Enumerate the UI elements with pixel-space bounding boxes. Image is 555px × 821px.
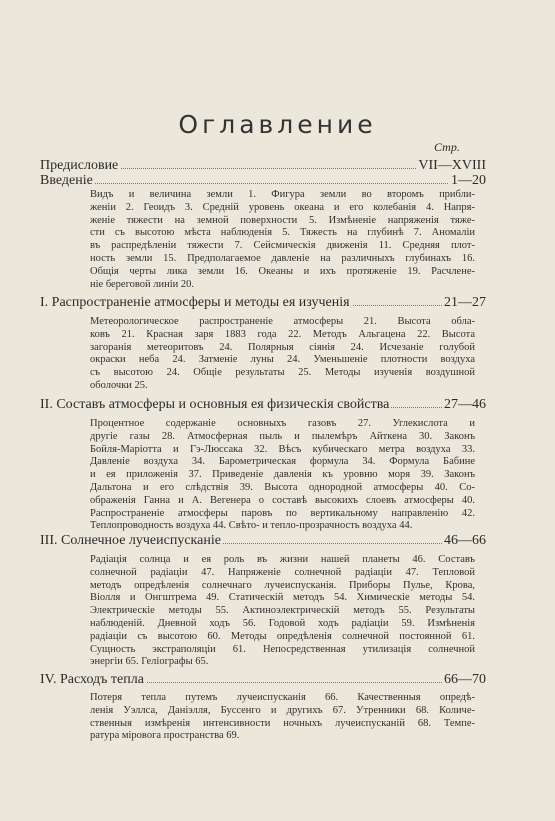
description-line: наблюденій. Дневной ходъ 56. Годовой ходъ радіаціи 59. Измѣненія	[90, 617, 475, 629]
description-line: Общія черты лика земли 16. Океаны и ихъ протяженіе 19. Расчлене-	[90, 265, 475, 277]
description-line: женіе тяжести на земной поверхности 5. Измѣненіе напряженія тяже-	[90, 214, 475, 226]
description-line: ленія Уэллса, Даніэлля, Буссенго и другихъ 67. Утренники 68. Количе-	[90, 704, 475, 716]
toc-description-chapter-4	[90, 692, 475, 743]
description-line: ображенія Ганна и А. Вегенера о составѣ высокихъ слоевъ атмосферы 40.	[90, 494, 475, 506]
toc-entry-label: III. Солнечное лучеиспусканіе	[40, 533, 221, 548]
toc-description-introduction	[90, 189, 475, 291]
toc-entry-pages: 1—20	[451, 173, 486, 188]
description-line: Бойля-Маріотта и Гэ-Люссака 32. Вѣсъ кубическаго метра воздуха 33.	[90, 443, 475, 455]
description-line: Теплопроводность воздуха 44. Свѣто- и тепло-прозрачность воздуха 44.	[90, 520, 413, 532]
description-line: Процентное содержаніе основныхъ газовъ 27. Углекислота и	[90, 418, 475, 429]
description-line: солнечной радіаціи 47. Напряженіе солнечной радіаціи 47. Тепловой	[90, 566, 475, 578]
description-line: Метеорологическое распространеніе атмосферы 21. Высота обла-	[90, 316, 475, 327]
description-line: Распространеніе атмосферы паровъ по вертикальному направленію 42.	[90, 507, 475, 519]
description-line: Сущность экстраполяціи 61. Непосредственная утилизація солнечной	[90, 643, 475, 655]
description-line: загоранія метеоритовъ 24. Полярныя сіянія 24. Исчезаніе голубой	[90, 341, 475, 353]
description-line: ніе береговой линіи 20.	[90, 278, 195, 290]
description-line: ственныя измѣренія интенсивности ночныхъ лучеиспусканій 68. Темпе-	[90, 717, 475, 729]
description-line: и ея приложенія 37. Приведеніе давленія къ уровню моря 39. Законъ	[90, 469, 475, 481]
toc-entry-pages: 21—27	[444, 295, 486, 310]
toc-description-chapter-3	[90, 554, 475, 669]
toc-entry-label: II. Составъ атмосферы и основныя ея физическія свойства	[40, 397, 390, 412]
description-line: Віолля и Онгштрема 49. Статическій методъ 54. Химическіе методы 54.	[90, 592, 475, 604]
leader-dots	[40, 183, 486, 184]
description-line: въ распредѣленіи тяжести 7. Сейсмическія движенія 11. Средняя плот-	[90, 240, 475, 252]
toc-entry-pages: 27—46	[444, 397, 486, 412]
toc-entry-label: I. Распространеніе атмосферы и методы ея изученія	[40, 295, 350, 310]
toc-entry-pages: 66—70	[444, 672, 486, 687]
description-line: сти съ высотою мѣста наблюденія 5. Тяжесть на глубинѣ 7. Аномаліи	[90, 227, 475, 239]
description-line: Радіація солнца и ея роль въ жизни нашей планеты 46. Составъ	[90, 554, 475, 565]
toc-entry-label: IV. Расходъ тепла	[40, 672, 144, 687]
description-line: женіи 2. Геоидъ 3. Средній уровень океана и его колебанія 4. Напря-	[90, 201, 475, 213]
description-line: ковъ 21. Красная заря 1883 года 22. Методъ Альгацена 22. Высота	[90, 328, 475, 340]
description-line: энергіи 65. Геліографы 65.	[90, 656, 209, 668]
description-line: ность земли 15. Предполагаемое давленіе на различныхъ глубинахъ 16.	[90, 252, 475, 264]
description-line: окраски неба 24. Затменіе луны 24. Уменьшеніе плотности воздуха	[90, 354, 475, 366]
description-line: Давленіе воздуха 34. Барометрическая формула 34. Формула Бабине	[90, 456, 475, 468]
description-line: Дальтона и его слѣдствія 39. Высота однородной атмосферы 40. Со-	[90, 481, 475, 493]
toc-description-chapter-1	[90, 316, 475, 393]
pages-column-header: Стр.	[434, 140, 460, 154]
description-line: другіе газы 28. Атмосферная пыль и пылемѣръ Айткена 30. Законъ	[90, 430, 475, 442]
toc-entry-pages: VII—XVIII	[418, 158, 486, 173]
description-line: съ высотою 24. Общіе результаты 25. Методы изученія воздушной	[90, 367, 475, 379]
toc-description-chapter-2	[90, 418, 475, 533]
description-line: Видъ и величина земли 1. Фигура земли во второмъ прибли-	[90, 189, 475, 200]
description-line: методъ опредѣленія солнечнаго лучеиспусканія. Приборы Пулье, Крова,	[90, 579, 475, 591]
toc-entry-pages: 46—66	[444, 533, 486, 548]
toc-entry-label: Введеніе	[40, 173, 93, 188]
description-line: радіаціи съ высотою 60. Методы опредѣленія солнечной постоянной 61.	[90, 630, 475, 642]
description-line: ратура міровога пространства 69.	[90, 730, 240, 742]
description-line: оболочки 25.	[90, 379, 148, 391]
description-line: Потеря тепла путемъ лучеиспусканія 66. Качественныя опредѣ-	[90, 692, 475, 703]
description-line: Электрическіе методы 55. Актиноэлектрическій методъ 55. Результаты	[90, 605, 475, 617]
page-title: Оглавление	[178, 110, 377, 139]
toc-entry-label: Предисловие	[40, 158, 119, 173]
